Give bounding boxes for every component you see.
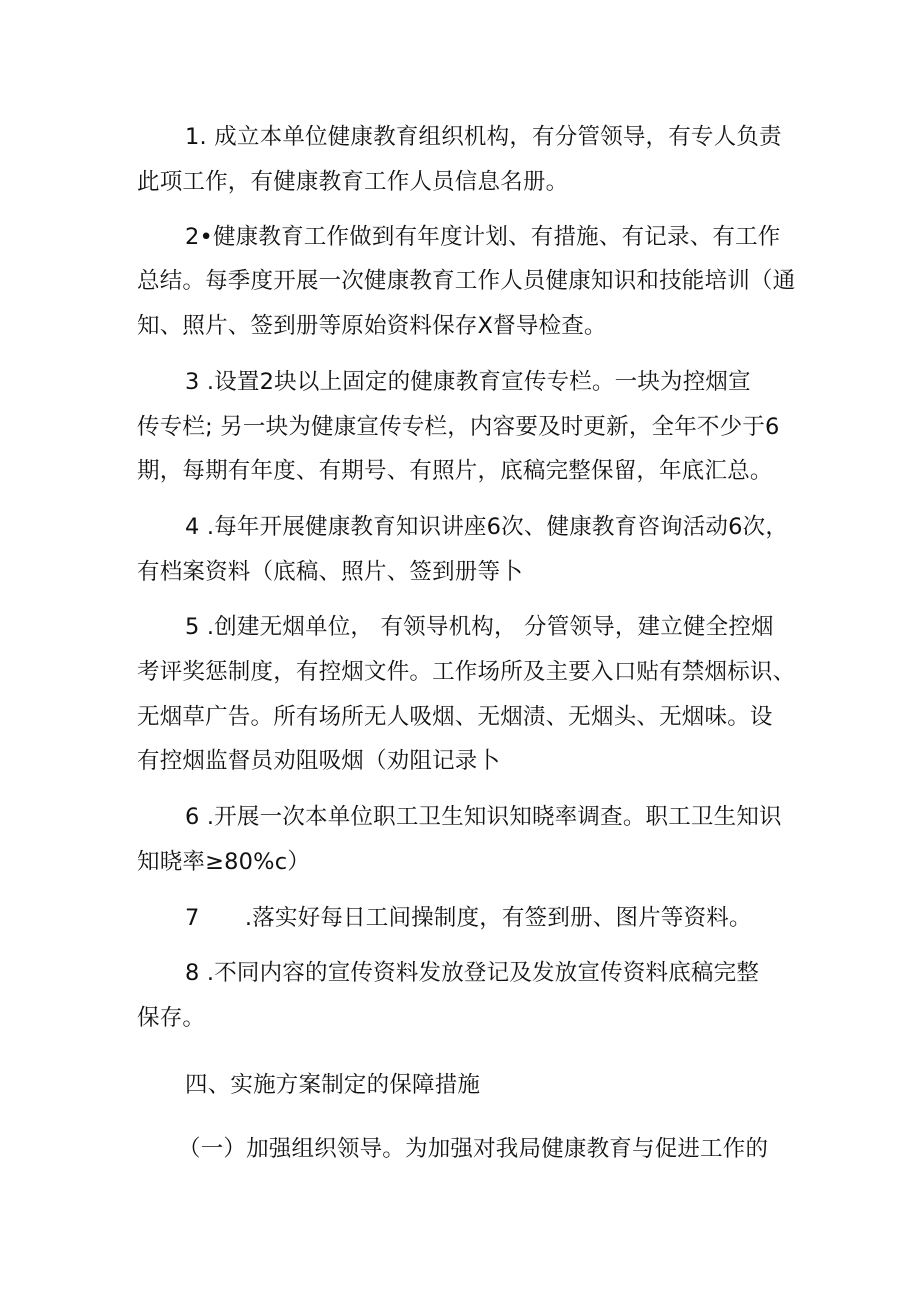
item-1-line-2: 此项工作，有健康教育工作人员信息名册。 <box>137 169 569 195</box>
item-4-line-2: 有档案资料（底稿、照片、签到册等卜 <box>137 559 523 585</box>
item-8-line-1: 8 .不同内容的宣传资料发放登记及发放宣传资料底稿完整 <box>185 960 760 986</box>
item-7-line-1: 7 .落实好每日工间操制度，有签到册、图片等资料。 <box>185 905 752 931</box>
item-6-line-2: 知晓率≥80%c） <box>137 849 311 875</box>
section-4-subsection-1: （一）加强组织领导。为加强对我局健康教育与促进工作的 <box>178 1136 769 1162</box>
item-3-line-2: 传专栏; 另一块为健康宣传专栏，内容要及时更新，全年不少于6 <box>137 414 780 440</box>
item-5-line-3: 无烟草广告。所有场所无人吸烟、无烟渍、无烟头、无烟味。设 <box>137 704 773 730</box>
item-8-line-2: 保存。 <box>137 1005 206 1031</box>
item-5-line-4: 有控烟监督员劝阻吸烟（劝阻记录卜 <box>137 748 501 774</box>
item-3-line-3: 期，每期有年度、有期号、有照片，底稿完整保留，年底汇总。 <box>137 458 773 484</box>
item-1-line-1: 1. 成立本单位健康教育组织机构，有分管领导，有专人负责 <box>185 124 782 150</box>
item-2-line-2: 总结。每季度开展一次健康教育工作人员健康知识和技能培训（通 <box>137 268 796 294</box>
section-4-heading: 四、实施方案制定的保障措施 <box>185 1072 481 1098</box>
item-4-line-1: 4 .每年开展健康教育知识讲座6次、健康教育咨询活动6次， <box>185 514 789 540</box>
item-6-line-1: 6 .开展一次本单位职工卫生知识知晓率调查。职工卫生知识 <box>185 804 782 830</box>
item-2-line-3: 知、照片、签到册等原始资料保存X督导检查。 <box>137 313 607 339</box>
item-5-line-1: 5 .创建无烟单位， 有领导机构， 分管领导，建立健全控烟 <box>185 614 774 640</box>
item-3-line-1: 3 .设置2块以上固定的健康教育宣传专栏。一块为控烟宣 <box>185 369 751 395</box>
item-5-line-2: 考评奖惩制度，有控烟文件。工作场所及主要入口贴有禁烟标识、 <box>137 659 796 685</box>
item-2-line-1: 2•健康教育工作做到有年度计划、有措施、有记录、有工作 <box>185 224 781 250</box>
